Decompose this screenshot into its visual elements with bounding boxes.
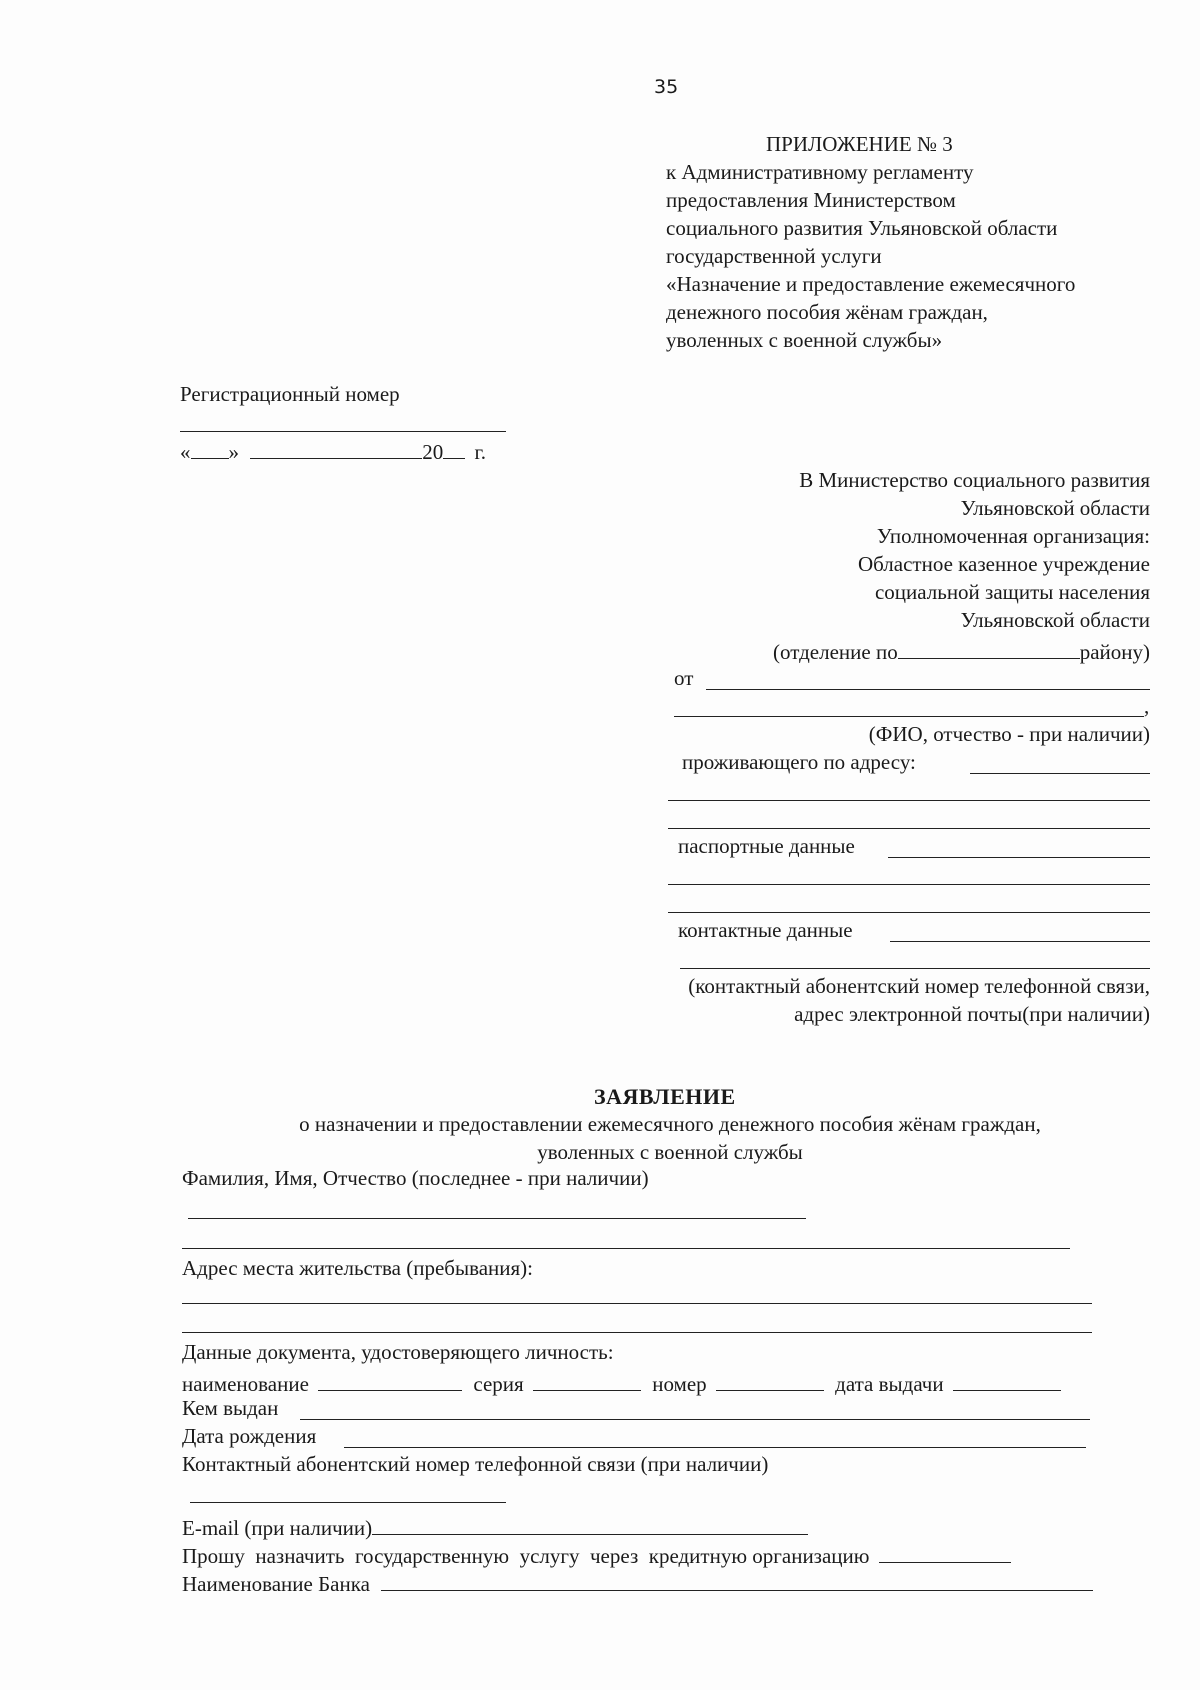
passport-field-line-2[interactable] [668, 884, 1150, 885]
id-series-field[interactable] [533, 1368, 641, 1391]
registration-number-line[interactable] [180, 431, 506, 432]
date-close-quote: » [228, 440, 239, 465]
contacts-note: адрес электронной почты(при наличии) [794, 1002, 1150, 1026]
address-field-line-2[interactable] [668, 800, 1150, 801]
year-suffix: г. [474, 440, 486, 465]
date-open-quote: « [180, 440, 191, 465]
id-name-label: наименование [182, 1372, 309, 1397]
bank-name-label: Наименование Банка [182, 1572, 370, 1597]
addressee-line: В Министерство социального развития [799, 468, 1150, 492]
month-field[interactable] [250, 436, 422, 459]
bank-name-field[interactable] [381, 1568, 1093, 1591]
bank-request-row [182, 1540, 1011, 1569]
page-number: 35 [654, 76, 679, 98]
address-field-line[interactable] [970, 773, 1150, 774]
year-prefix: 20 [422, 440, 444, 465]
appendix-line: уволенных с военной службы» [666, 328, 943, 352]
id-series-label: серия [473, 1372, 524, 1397]
branch-district-field[interactable] [898, 636, 1080, 659]
appendix-line: социального развития Ульяновской области [666, 216, 1058, 240]
appendix-title: ПРИЛОЖЕНИЕ № 3 [766, 132, 953, 156]
id-date-label: дата выдачи [835, 1372, 944, 1397]
email-field[interactable] [372, 1512, 808, 1535]
addressee-line: Уполномоченная организация: [876, 524, 1150, 548]
registration-label: Регистрационный номер [180, 382, 400, 406]
address-label: проживающего по адресу: [682, 750, 916, 774]
birth-date-label: Дата рождения [182, 1424, 317, 1448]
birth-date-field[interactable] [344, 1447, 1086, 1448]
phone-field[interactable] [190, 1502, 506, 1503]
address-residence-label: Адрес места жительства (пребывания): [182, 1256, 534, 1280]
address-field-line-3[interactable] [668, 828, 1150, 829]
fio-label: Фамилия, Имя, Отчество (последнее - при наличии) [182, 1166, 649, 1190]
appendix-line: государственной услуги [666, 244, 882, 268]
email-row [182, 1512, 808, 1541]
issued-by-label: Кем выдан [182, 1396, 279, 1420]
appendix-line: денежного пособия жёнам граждан, [666, 300, 988, 324]
addressee-line: социальной защиты населения [874, 580, 1150, 604]
comma: , [1144, 694, 1150, 718]
from-field-line[interactable] [706, 689, 1150, 690]
contacts-field-line[interactable] [890, 941, 1150, 942]
year-field[interactable] [443, 436, 465, 459]
bank-organization-field[interactable] [879, 1540, 1011, 1563]
appendix-line: к Административному регламенту [666, 160, 974, 184]
application-title: ЗАЯВЛЕНИЕ [594, 1084, 736, 1109]
contacts-label: контактные данные [678, 918, 853, 942]
fio-note: (ФИО, отчество - при наличии) [868, 722, 1150, 746]
fio-field-line-2[interactable] [182, 1248, 1070, 1249]
contacts-note: (контактный абонентский номер телефонной связи, [688, 974, 1150, 998]
registration-date [180, 436, 486, 465]
id-number-field[interactable] [716, 1368, 824, 1391]
address-residence-line-2[interactable] [182, 1332, 1092, 1333]
from-label: от [674, 666, 694, 690]
addressee-line: Ульяновской области [960, 496, 1150, 520]
branch-suffix: району) [1079, 640, 1150, 665]
bank-name-row [182, 1568, 1093, 1597]
day-field[interactable] [191, 436, 229, 459]
id-doc-label: Данные документа, удостоверяющего личность: [182, 1340, 614, 1364]
application-subtitle: о назначении и предоставлении ежемесячного денежного пособия жёнам граждан, [299, 1112, 1041, 1136]
appendix-line: предоставления Министерством [666, 188, 956, 212]
bank-request-label: Прошу назначить государственную услугу через кредитную организацию [182, 1544, 870, 1569]
from-field-line-2[interactable] [674, 716, 1144, 717]
application-subtitle: уволенных с военной службы [537, 1140, 803, 1164]
id-number-label: номер [652, 1372, 707, 1397]
fio-field-line[interactable] [188, 1218, 806, 1219]
branch-prefix: (отделение по [772, 640, 898, 665]
addressee-line: Ульяновской области [960, 608, 1150, 632]
passport-label: паспортные данные [678, 834, 855, 858]
appendix-line: «Назначение и предоставление ежемесячного [666, 272, 1076, 296]
contacts-field-line-2[interactable] [680, 968, 1150, 969]
id-doc-row [182, 1368, 1061, 1397]
passport-field-line-3[interactable] [668, 912, 1150, 913]
addressee-line: Областное казенное учреждение [857, 552, 1150, 576]
passport-field-line[interactable] [888, 857, 1150, 858]
id-name-field[interactable] [318, 1368, 462, 1391]
issued-by-field[interactable] [300, 1419, 1090, 1420]
address-residence-line[interactable] [182, 1303, 1092, 1304]
branch-line [773, 636, 1150, 665]
email-label: E-mail (при наличии) [182, 1516, 373, 1541]
phone-label: Контактный абонентский номер телефонной связи (при наличии) [182, 1452, 769, 1476]
id-date-field[interactable] [953, 1368, 1061, 1391]
